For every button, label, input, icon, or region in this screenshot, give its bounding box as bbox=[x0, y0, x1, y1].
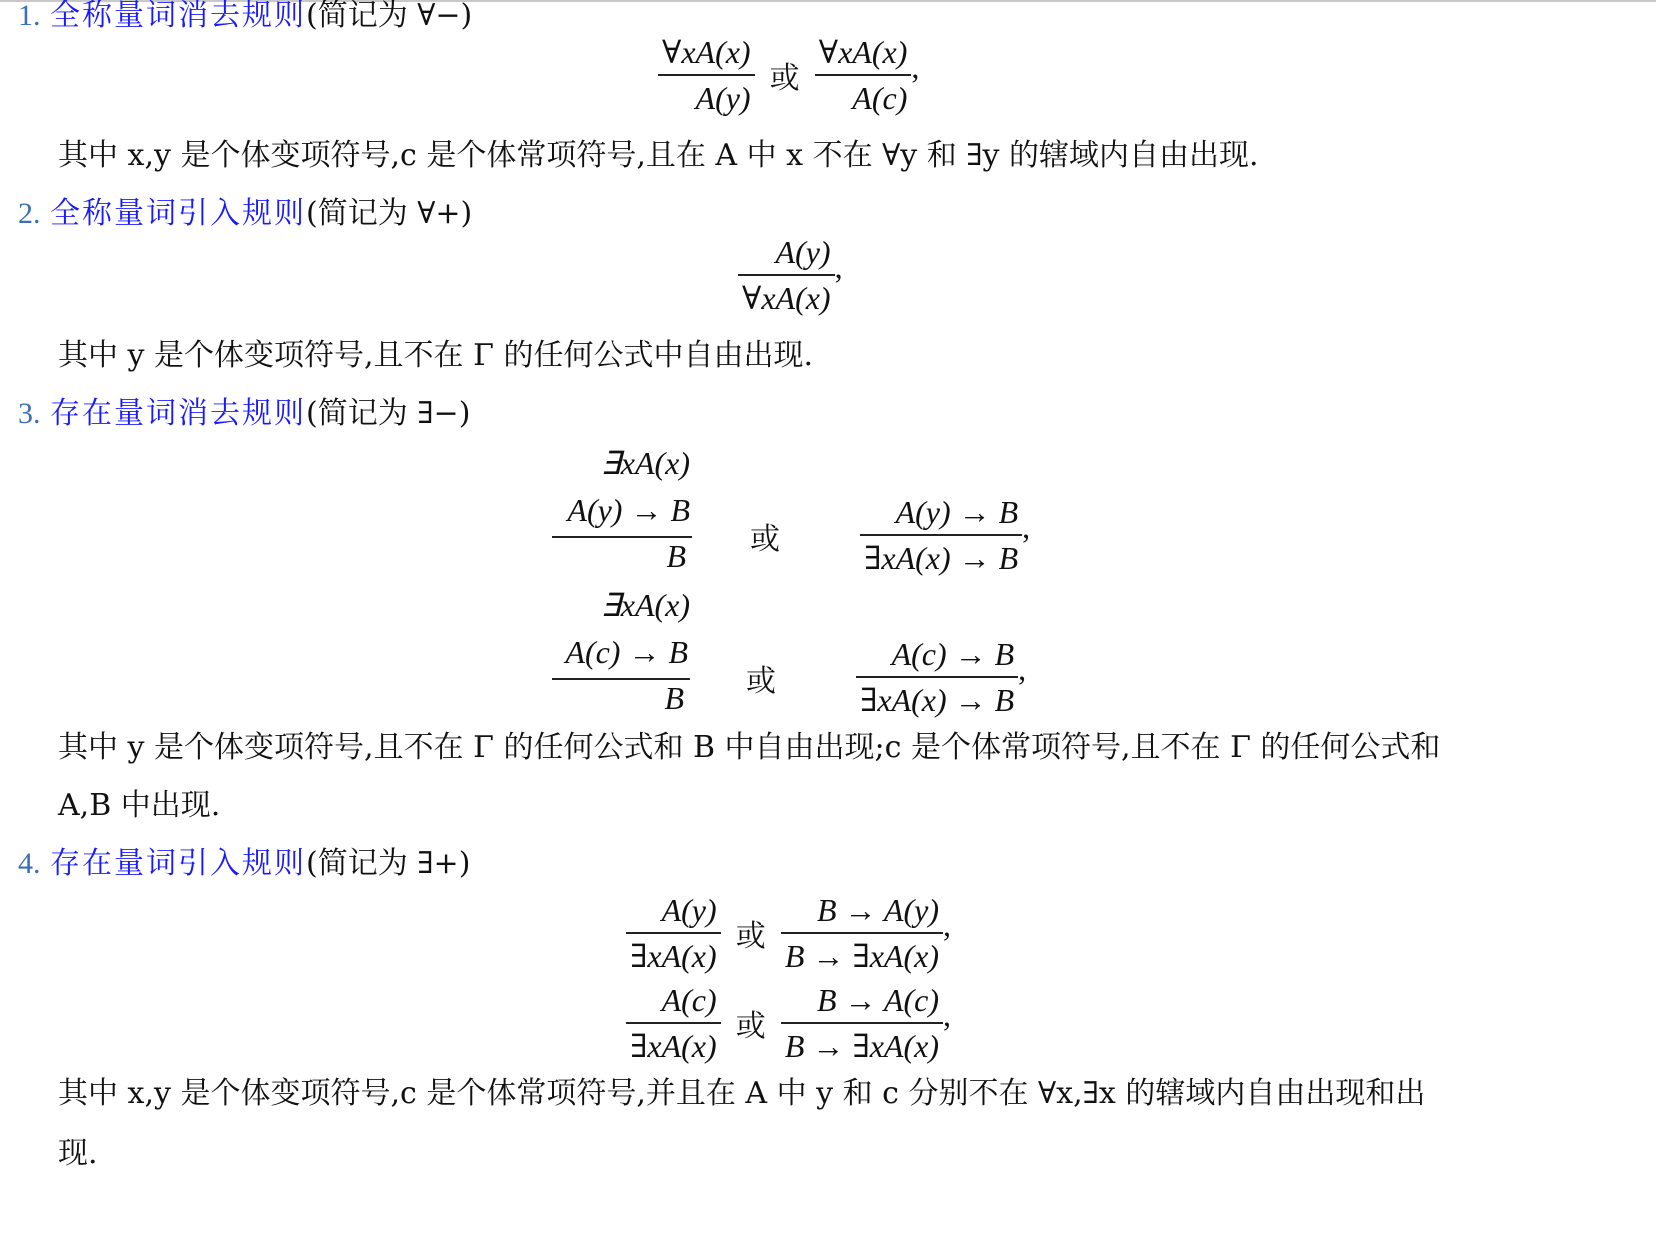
rule-title: 存在量词引入规则 bbox=[50, 846, 307, 881]
rule-number: 3. bbox=[18, 397, 41, 430]
denominator: ∃xA(x) → B bbox=[860, 534, 1022, 578]
numerator: ∀xA(x) bbox=[818, 34, 908, 70]
premise-1: ∃xA(x) bbox=[600, 445, 690, 481]
rule-abbreviation: (简记为 ∃+) bbox=[306, 846, 471, 881]
fraction bbox=[860, 492, 1022, 578]
denominator: ∃xA(x) → B bbox=[856, 676, 1018, 720]
rule-title: 存在量词消去规则 bbox=[50, 396, 307, 431]
rule-3-note-line-2: A,B 中出现. bbox=[58, 788, 221, 823]
rule-1-note: 其中 x,y 是个体变项符号,c 是个体常项符号,且在 A 中 x 不在 ∀y 和 ∃y 的辖域内自由出现. bbox=[58, 138, 1259, 173]
or-connector: 或 bbox=[735, 1009, 766, 1044]
fraction bbox=[658, 32, 755, 118]
denominator: B → ∃xA(x) bbox=[781, 1022, 943, 1066]
rule-number: 1. bbox=[18, 0, 41, 32]
fraction bbox=[781, 890, 943, 976]
rule-3-formula-1-right bbox=[860, 492, 1030, 578]
rule-number: 2. bbox=[18, 197, 41, 230]
rule-3-heading bbox=[18, 396, 470, 432]
numerator: A(y) bbox=[775, 234, 831, 270]
rule-abbreviation: (简记为 ∀−) bbox=[306, 0, 473, 33]
rule-3-formula-2-right bbox=[856, 634, 1026, 720]
rule-4-formula-2 bbox=[626, 980, 951, 1066]
rule-title: 全称量词引入规则 bbox=[50, 196, 307, 231]
fraction bbox=[781, 980, 943, 1066]
rule-1-formula bbox=[658, 32, 919, 118]
rule-3-note-line-1: 其中 y 是个体变项符号,且不在 Γ 的任何公式和 B 中自由出现;c 是个体常项符号,且不在 Γ 的任何公式和 bbox=[58, 730, 1441, 765]
denominator: B → ∃xA(x) bbox=[781, 932, 943, 976]
fraction bbox=[856, 634, 1018, 720]
fraction bbox=[738, 232, 835, 318]
or-connector: 或 bbox=[746, 664, 776, 699]
rule-2-note: 其中 y 是个体变项符号,且不在 Γ 的任何公式中自由出现. bbox=[58, 338, 813, 373]
trailing-comma: , bbox=[942, 996, 951, 1033]
or-connector: 或 bbox=[769, 61, 800, 96]
fraction bbox=[815, 32, 912, 118]
numerator: ∀xA(x) bbox=[662, 34, 751, 70]
rule-abbreviation: (简记为 ∀+) bbox=[306, 196, 473, 231]
premise-1: ∃xA(x) bbox=[600, 587, 690, 623]
rule-4-heading bbox=[18, 846, 470, 882]
numerator: A(y) → B bbox=[895, 494, 1019, 530]
rule-number: 4. bbox=[18, 847, 41, 880]
rule-1-heading bbox=[18, 0, 472, 34]
rule-2-heading bbox=[18, 196, 472, 232]
denominator: ∃xA(x) bbox=[626, 1022, 721, 1066]
trailing-comma: , bbox=[942, 906, 951, 943]
fraction bbox=[626, 890, 721, 976]
premise-2: A(c) → B bbox=[565, 634, 688, 670]
rule-2-formula bbox=[738, 232, 843, 318]
rule-4-note-line-2: 现. bbox=[58, 1136, 98, 1171]
denominator: ∃xA(x) bbox=[626, 932, 721, 976]
trailing-comma: , bbox=[911, 48, 920, 85]
numerator: A(y) bbox=[661, 892, 717, 928]
trailing-comma: , bbox=[834, 248, 843, 285]
premise-2: A(y) → B bbox=[567, 492, 690, 528]
numerator: B → A(y) bbox=[816, 892, 939, 928]
denominator: A(c) bbox=[815, 74, 912, 118]
rule-title: 全称量词消去规则 bbox=[50, 0, 307, 33]
conclusion: B bbox=[666, 538, 686, 574]
conclusion: B bbox=[664, 680, 684, 716]
denominator: A(y) bbox=[658, 74, 755, 118]
numerator: B → A(c) bbox=[816, 982, 939, 1018]
rule-4-note-line-1: 其中 x,y 是个体变项符号,c 是个体常项符号,并且在 A 中 y 和 c 分别不在 ∀x,∃x 的辖域内自由出现和出 bbox=[58, 1076, 1426, 1111]
numerator: A(c) → B bbox=[891, 636, 1015, 672]
rule-abbreviation: (简记为 ∃−) bbox=[306, 396, 471, 431]
or-connector: 或 bbox=[750, 522, 780, 557]
or-connector: 或 bbox=[735, 919, 766, 954]
numerator: A(c) bbox=[661, 982, 717, 1018]
denominator: ∀xA(x) bbox=[738, 274, 835, 318]
fraction bbox=[626, 980, 721, 1066]
rule-4-formula-1 bbox=[626, 890, 951, 976]
trailing-comma: , bbox=[1022, 508, 1031, 545]
trailing-comma: , bbox=[1018, 650, 1027, 687]
